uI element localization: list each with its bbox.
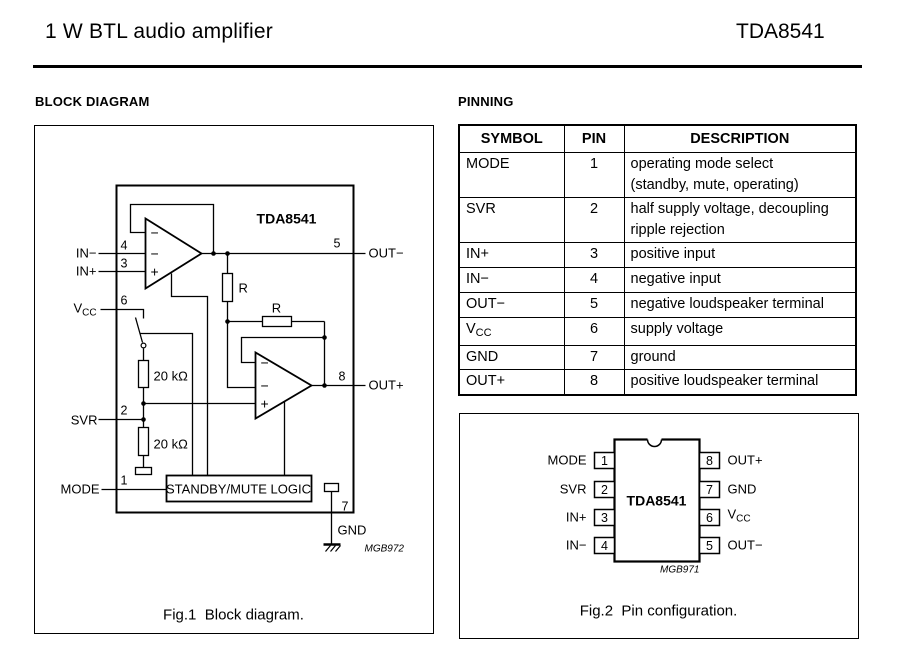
opamp1-minus-top: − bbox=[150, 224, 159, 241]
opamp2-plus: + bbox=[260, 395, 269, 412]
description-cell: positive loudspeaker terminal bbox=[624, 370, 856, 395]
fig1-caption: Fig.1 Block diagram. bbox=[163, 606, 304, 624]
r-horizontal-label: R bbox=[271, 300, 282, 316]
block-diagram-svg bbox=[35, 126, 433, 633]
pkg-gnd-label: GND bbox=[727, 481, 757, 497]
pin-table-row bbox=[459, 346, 856, 370]
out-plus-label: OUT+ bbox=[368, 377, 404, 393]
pin-number-cell: 7 bbox=[564, 346, 624, 370]
pin-number-cell: 8 bbox=[564, 370, 624, 395]
mode-label: MODE bbox=[60, 481, 100, 497]
pkg-pin2-number: 2 bbox=[601, 483, 608, 497]
fig2-chip-label: TDA8541 bbox=[626, 492, 687, 509]
divider-ground-pad bbox=[136, 468, 152, 475]
fig2-caption: Fig.2 Pin configuration. bbox=[579, 602, 738, 620]
pin-table-row bbox=[459, 370, 856, 395]
section-heading-block-diagram: BLOCK DIAGRAM bbox=[35, 94, 150, 109]
r-vertical-label: R bbox=[238, 280, 248, 296]
fig2-pin-configuration-panel bbox=[459, 413, 859, 639]
pkg-pin3-number: 3 bbox=[601, 511, 608, 525]
description-cell: ground bbox=[624, 346, 856, 370]
package-notch bbox=[648, 440, 662, 447]
pkg-mode-label: MODE bbox=[547, 452, 587, 468]
description-cell: negative input bbox=[624, 268, 856, 293]
pin1-number: 1 bbox=[120, 473, 128, 488]
pin-table-row bbox=[459, 153, 856, 198]
pin-table-row bbox=[459, 243, 856, 268]
pin-number-cell: 1 bbox=[564, 153, 624, 198]
pkg-pin6-number: 6 bbox=[706, 511, 713, 525]
fig1-block-diagram-panel bbox=[34, 125, 434, 634]
part-number: TDA8541 bbox=[736, 20, 825, 43]
opamp1-plus: + bbox=[150, 263, 159, 280]
col-header-pin: PIN bbox=[564, 125, 624, 153]
pin7-pad bbox=[325, 484, 339, 492]
pkg-pin7-number: 7 bbox=[706, 483, 713, 497]
pkg-svr-label: SVR bbox=[559, 481, 587, 497]
pin3-number: 3 bbox=[120, 256, 128, 271]
table-header-row bbox=[459, 125, 856, 153]
resistor-20k-bottom bbox=[139, 428, 149, 456]
opamp2-minus-mid: − bbox=[260, 377, 269, 394]
svr-label: SVR bbox=[70, 412, 98, 428]
description-cell: negative loudspeaker terminal bbox=[624, 293, 856, 318]
pin6-number: 6 bbox=[120, 293, 128, 308]
description-cell: supply voltage bbox=[624, 318, 856, 346]
resistor-r-vertical bbox=[223, 274, 233, 302]
col-header-description: DESCRIPTION bbox=[624, 125, 856, 153]
standby-mute-logic-label: STANDBY/MUTE LOGIC bbox=[166, 481, 311, 497]
symbol-cell: $V_{CC}$ bbox=[459, 318, 564, 346]
pinning-table bbox=[458, 124, 857, 396]
pin7-number: 7 bbox=[341, 499, 349, 514]
col-header-symbol: SYMBOL bbox=[459, 125, 564, 153]
symbol-cell: OUT− bbox=[459, 293, 564, 318]
description-cell: operating mode select (standby, mute, operating) bbox=[624, 153, 856, 198]
pkg-pin5-number: 5 bbox=[706, 539, 713, 553]
pin-table-row bbox=[459, 198, 856, 243]
pin-number-cell: 5 bbox=[564, 293, 624, 318]
pin-configuration-svg bbox=[460, 414, 858, 638]
fig2-drawing-code: MGB971 bbox=[660, 564, 700, 576]
page-title: 1 W BTL audio amplifier bbox=[45, 20, 273, 43]
pin2-number: 2 bbox=[120, 403, 128, 418]
pkg-in-plus-label: IN+ bbox=[565, 509, 587, 525]
symbol-cell: MODE bbox=[459, 153, 564, 198]
vcc-label: $V_{CC}$ bbox=[73, 300, 97, 319]
in-plus-label: IN+ bbox=[75, 263, 97, 279]
pkg-out-minus-label: OUT− bbox=[727, 537, 763, 553]
pin5-number: 5 bbox=[333, 236, 341, 251]
divider-bottom-label: 20 kΩ bbox=[153, 436, 188, 452]
gnd-label: GND bbox=[337, 522, 367, 538]
pin8-number: 8 bbox=[338, 369, 346, 384]
pin4-number: 4 bbox=[120, 238, 128, 253]
pin-number-cell: 6 bbox=[564, 318, 624, 346]
pkg-in-minus-label: IN− bbox=[565, 537, 587, 553]
pin-table-row bbox=[459, 268, 856, 293]
pin-number-cell: 2 bbox=[564, 198, 624, 243]
symbol-cell: IN+ bbox=[459, 243, 564, 268]
opamp1-minus-mid: − bbox=[150, 245, 159, 262]
resistor-20k-top bbox=[139, 361, 149, 388]
pin-table-row bbox=[459, 318, 856, 346]
description-cell: half supply voltage, decoupling ripple rejection bbox=[624, 198, 856, 243]
pin-number-cell: 4 bbox=[564, 268, 624, 293]
symbol-cell: SVR bbox=[459, 198, 564, 243]
fig1-chip-label: TDA8541 bbox=[256, 210, 317, 227]
in-minus-label: IN− bbox=[75, 245, 97, 261]
fig1-drawing-code: MGB972 bbox=[364, 543, 404, 555]
pkg-pin8-number: 8 bbox=[706, 454, 713, 468]
divider-top-label: 20 kΩ bbox=[153, 368, 188, 384]
pin-table-row bbox=[459, 293, 856, 318]
header-rule bbox=[33, 65, 862, 68]
pkg-vcc-label: $V_{CC}$ bbox=[727, 506, 751, 525]
out-minus-label: OUT− bbox=[368, 245, 404, 261]
symbol-cell: GND bbox=[459, 346, 564, 370]
pkg-out-plus-label: OUT+ bbox=[727, 452, 763, 468]
section-heading-pinning: PINNING bbox=[458, 94, 514, 109]
symbol-cell: IN− bbox=[459, 268, 564, 293]
pin-number-cell: 3 bbox=[564, 243, 624, 268]
pkg-pin4-number: 4 bbox=[601, 539, 608, 553]
ground-symbol bbox=[324, 545, 341, 552]
opamp2-minus-top: − bbox=[260, 354, 269, 371]
resistor-r-horizontal bbox=[263, 317, 292, 327]
symbol-cell: OUT+ bbox=[459, 370, 564, 395]
pkg-pin1-number: 1 bbox=[601, 454, 608, 468]
description-cell: positive input bbox=[624, 243, 856, 268]
symbol-subscript: CC bbox=[475, 327, 492, 339]
